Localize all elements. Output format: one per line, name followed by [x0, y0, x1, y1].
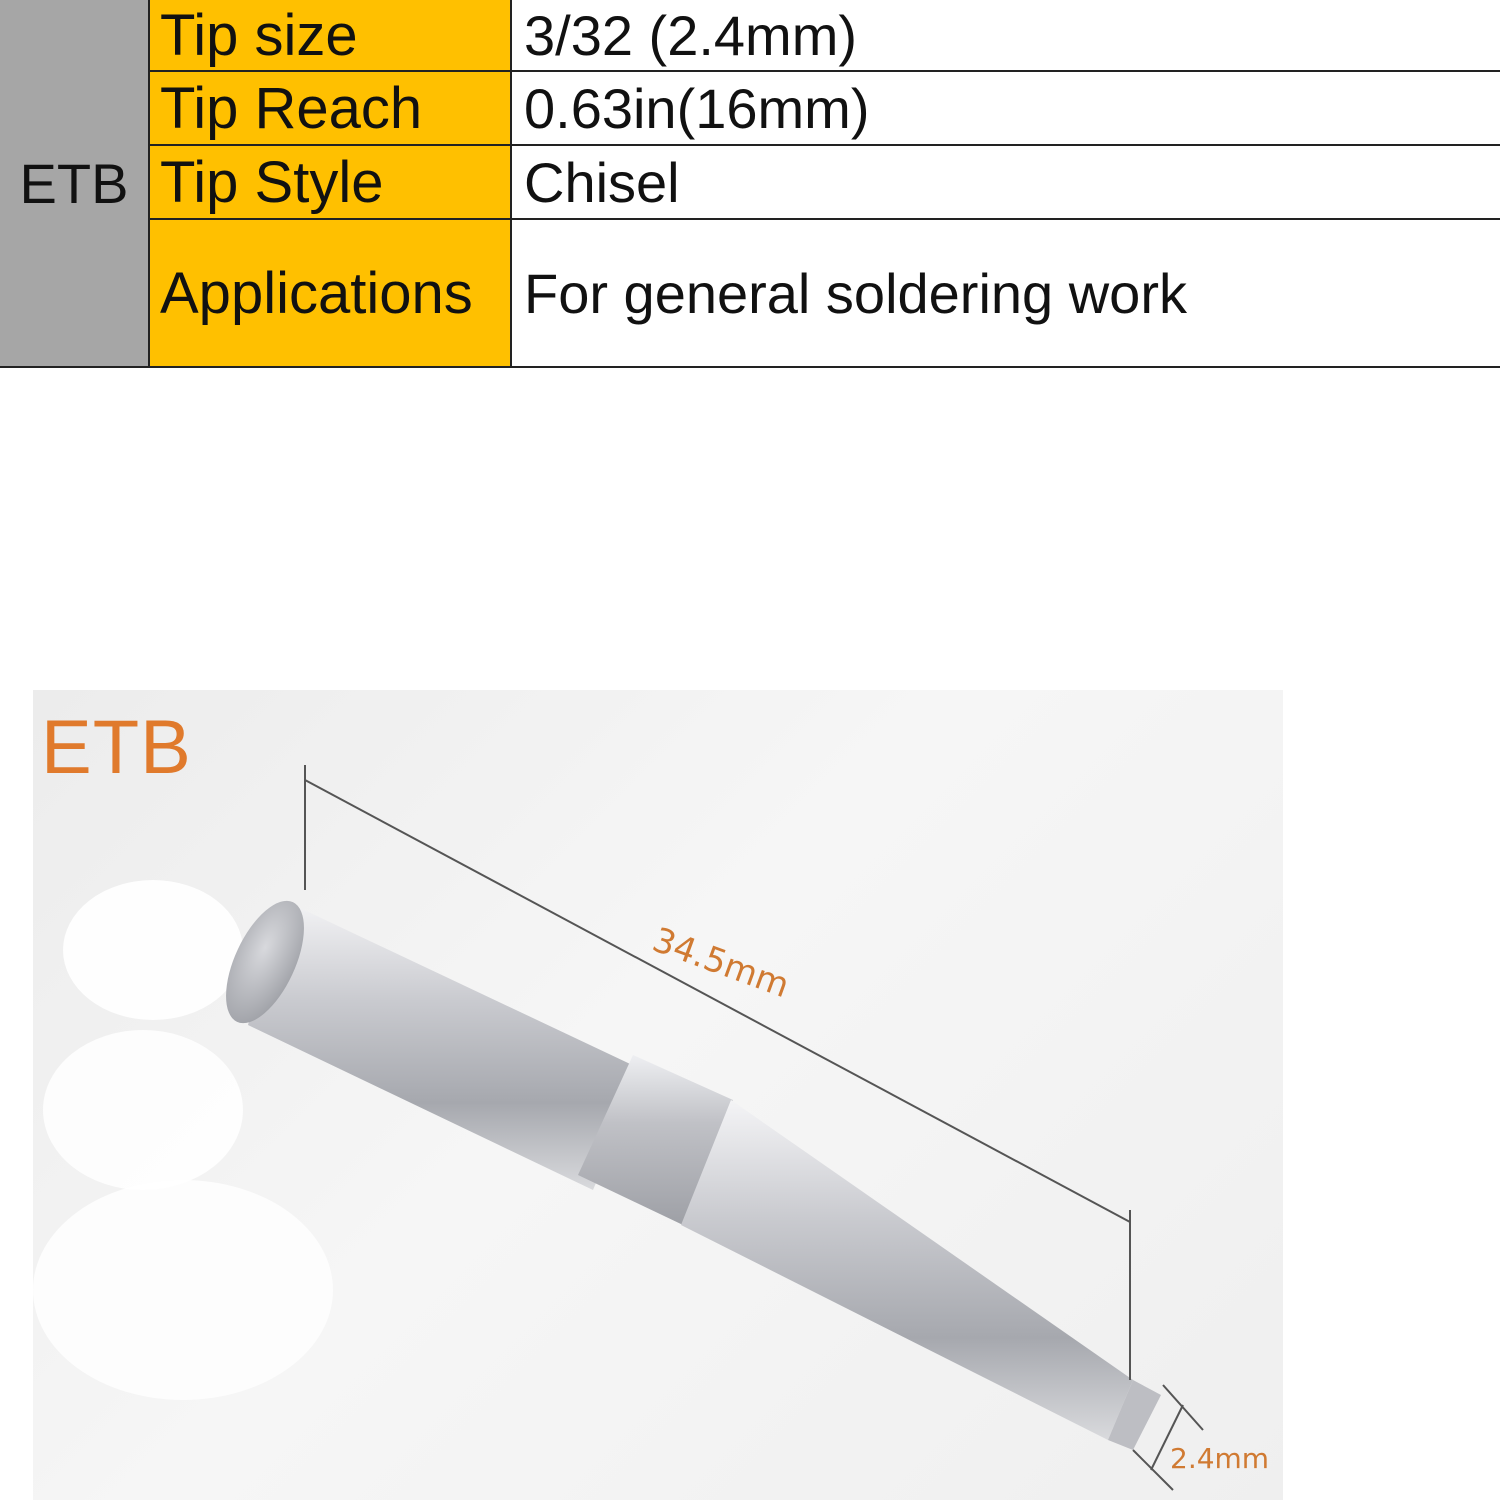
- spec-row-tip-reach: [150, 72, 1500, 146]
- spec-label: Tip Reach: [150, 72, 512, 144]
- spec-label: Applications: [150, 220, 512, 366]
- spec-row-tip-size: [150, 0, 1500, 72]
- length-dimension-label: 34.5mm: [647, 920, 795, 1007]
- spec-value: Chisel: [512, 146, 1500, 218]
- spec-row-applications: [150, 220, 1500, 368]
- width-dimension-label: 2.4mm: [1170, 1442, 1270, 1475]
- photo-title: ETB: [41, 705, 192, 790]
- product-photo: [33, 690, 1283, 1500]
- spec-row-tip-style: [150, 146, 1500, 220]
- spec-label: Tip size: [150, 0, 512, 70]
- soldering-tip: [210, 890, 1161, 1450]
- spec-label: Tip Style: [150, 146, 512, 218]
- spec-table: [0, 0, 1500, 368]
- spec-value: For general soldering work: [512, 220, 1500, 366]
- spec-value: 0.63in(16mm): [512, 72, 1500, 144]
- soldering-tip-illustration: [33, 690, 1283, 1500]
- spec-value: 3/32 (2.4mm): [512, 0, 1500, 70]
- model-cell: ETB: [0, 0, 150, 368]
